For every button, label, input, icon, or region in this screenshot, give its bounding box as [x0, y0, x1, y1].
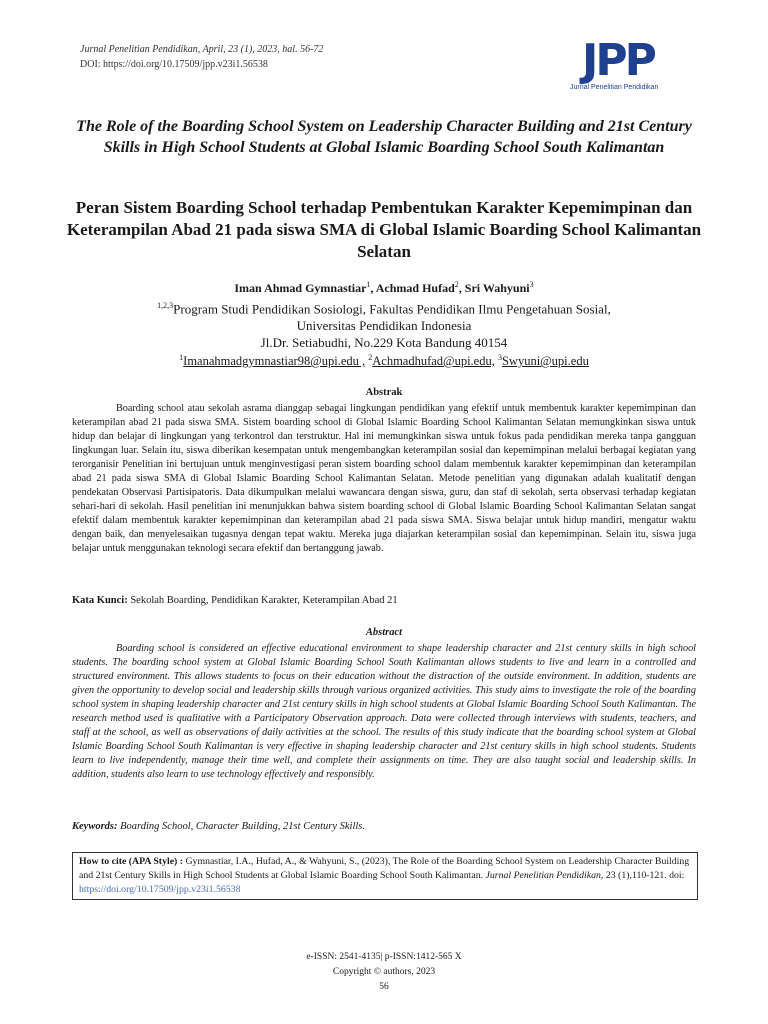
email-link[interactable]: Swyuni@upi.edu	[501, 354, 589, 369]
affiliation-line: Jl.Dr. Setiabudhi, No.229 Kota Bandung 40154	[260, 335, 508, 351]
email-sup: 1	[179, 353, 184, 362]
author-name: Achmad Hufad	[375, 281, 455, 295]
author-list: Iman Ahmad Gymnastiar$^1$, Achmad Hufad$^2$, Sri Wahyuni$^3$	[234, 280, 534, 295]
logo-letters: JPP	[582, 35, 654, 86]
jpp-logo	[562, 36, 690, 96]
affiliation	[60, 297, 708, 351]
journal-header	[80, 42, 560, 72]
title-english: The Role of the Boarding School System on Leadership Character Building and 21st Century Skills in High School Students at Global Islamic Boarding School South Kalimantan	[76, 118, 692, 156]
author-name: Iman Ahmad Gymnastiar	[234, 281, 367, 295]
copyright-line: Copyright © authors, 2023	[332, 967, 436, 977]
cite-volume: 23 (1),110-121. doi:	[605, 870, 685, 881]
cite-lead: How to cite (APA Style) :	[79, 856, 184, 867]
abstrak-body: Boarding school atau sekolah asrama dianggap sebagai lingkungan pendidikan yang efektif untuk membentuk karakter kepemimpinan dan keterampilan abad 21 pada siswa SMA. Sistem boarding school di Global Islamic Boarding School Kalimantan Selatan memungkinkan siswa untuk hidup dan belajar di lingkungan yang terkontrol dan terstruktur. Hal ini memungkinkan siswa untuk fokus pada pendidikan mereka tanpa gangguan lingkungan luar. Selain itu, siswa diberikan kesempatan untuk mengembangkan keterampilan sosial dan kepemimpinan melalui berbagai kegiatan yang terorganisir Penelitian ini bertujuan untuk menginvestigasi peran sistem boarding school dalam membentuk karakter kepemimpinan dan keterampilan abad 21 pada siswa SMA di Global Islamic Boarding School Kalimantan Selatan. Metode penelitian yang digunakan adalah kualitatif dengan pendekatan Observasi Partisipatoris. Data dikumpulkan melalui wawancara dengan siswa, guru, dan staf di sekolah, serta observasi terhadap kegiatan sehari-hari di sekolah. Hasil penelitian ini menunjukkan bahwa sistem boarding school di Global Islamic Boarding School Kalimantan Selatan sangat efektif dalam membentuk karakter kepemimpinan dan keterampilan abad 21 pada siswa SMA. Siswa belajar untuk hidup mandiri, mengatur waktu dengan baik, dan menyelesaikan tugasnya dengan tepat waktu. Mereka juga diajarkan keterampilan sosial dan kepemimpinan. Selain itu, siswa juga belajar untuk menggunakan teknologi secara efektif dan bertanggung jawab.	[72, 403, 696, 554]
kata-kunci-label: Kata Kunci:	[72, 595, 128, 606]
keywords-label: Keywords:	[72, 821, 118, 832]
keywords-values: Boarding School, Character Building, 21st Century Skills.	[120, 821, 366, 832]
kata-kunci	[72, 594, 696, 608]
email-list	[60, 350, 708, 369]
abstrak-heading: Abstrak	[365, 387, 403, 398]
logo-subtitle: Jurnal Penelitian Pendidikan	[570, 84, 659, 91]
email-sup: 2	[368, 353, 373, 362]
abstract-heading: Abstract	[365, 627, 403, 638]
cite-journal: Jurnal Penelitian Pendidikan,	[485, 870, 604, 881]
doi-line: DOI: https://doi.org/10.17509/jpp.v23i1.56538	[80, 59, 268, 70]
issn-line: e-ISSN: 2541-4135| p-ISSN:1412-565 X	[306, 952, 462, 962]
kata-kunci-values: Sekolah Boarding, Pendidikan Karakter, Keterampilan Abad 21	[130, 595, 398, 606]
email-link[interactable]: Imanahmadgymnastiar98@upi.edu ,	[183, 354, 366, 369]
affiliation-line: Universitas Pendidikan Indonesia	[296, 318, 472, 334]
author-name: Sri Wahyuni	[464, 281, 530, 295]
author-sup: 2	[454, 280, 459, 289]
how-to-cite-box	[72, 852, 698, 900]
page-number: 56	[379, 982, 389, 992]
abstract-body: Boarding school is considered an effective educational environment to shape leadership character and 21st century skills in high school students. The boarding school system at Global Islamic Boarding School South Kalimantan allows students to live and learn in a controlled and structured environment. This allows students to focus on their education without the distraction of the outside environment. In addition, students are given the opportunity to develop social and leadership skills through various organized activities. This study aims to investigate the role of the boarding school system in shaping leadership character and 21st century skills in high school students at Global Islamic Boarding School South Kalimantan. The research method used is qualitative with a Participatory Observation approach. Data were collected through interviews with students, teachers, and staff at the school, as well as observations of daily activities at the school. The results of this study indicate that the boarding school system at Global Islamic Boarding School South Kalimantan is very effective in shaping leadership character and 21st century skills in high school students. Students learn to live independently, manage their time well, and complete their assignments on time. They are also taught social and leadership skills. In addition, students also learn to use technology effectively and responsibly.	[72, 643, 696, 780]
affiliation-sup: 1,2,3	[157, 301, 174, 310]
email-sup: 3	[497, 353, 502, 362]
page-footer	[60, 950, 708, 995]
cite-text: Gymnastiar, I.A., Hufad, A., & Wahyuni, S., (2023), The Role of the Boarding School System on Leadership Character Building and 21st Century Skills in High School Students at Global Islamic Boarding School South Kalimantan.	[79, 856, 690, 881]
title-indonesian: Peran Sistem Boarding School terhadap Pembentukan Karakter Kepemimpinan dan Keterampilan Abad 21 pada siswa SMA di Global Islamic Boarding School Kalimantan Selatan	[66, 198, 702, 261]
keywords	[72, 820, 696, 834]
affiliation-line: Program Studi Pendidikan Sosiologi, Fakultas Pendidikan Ilmu Pengetahuan Sosial,	[173, 301, 611, 317]
author-sup: 1	[366, 280, 371, 289]
journal-citation-line: Jurnal Penelitian Pendidikan, April, 23 (1), 2023, hal. 56-72	[80, 44, 324, 55]
author-sup: 3	[529, 280, 534, 289]
email-link[interactable]: Achmadhufad@upi.edu,	[372, 354, 495, 369]
cite-doi-link[interactable]: https://doi.org/10.17509/jpp.v23i1.56538	[79, 884, 241, 895]
